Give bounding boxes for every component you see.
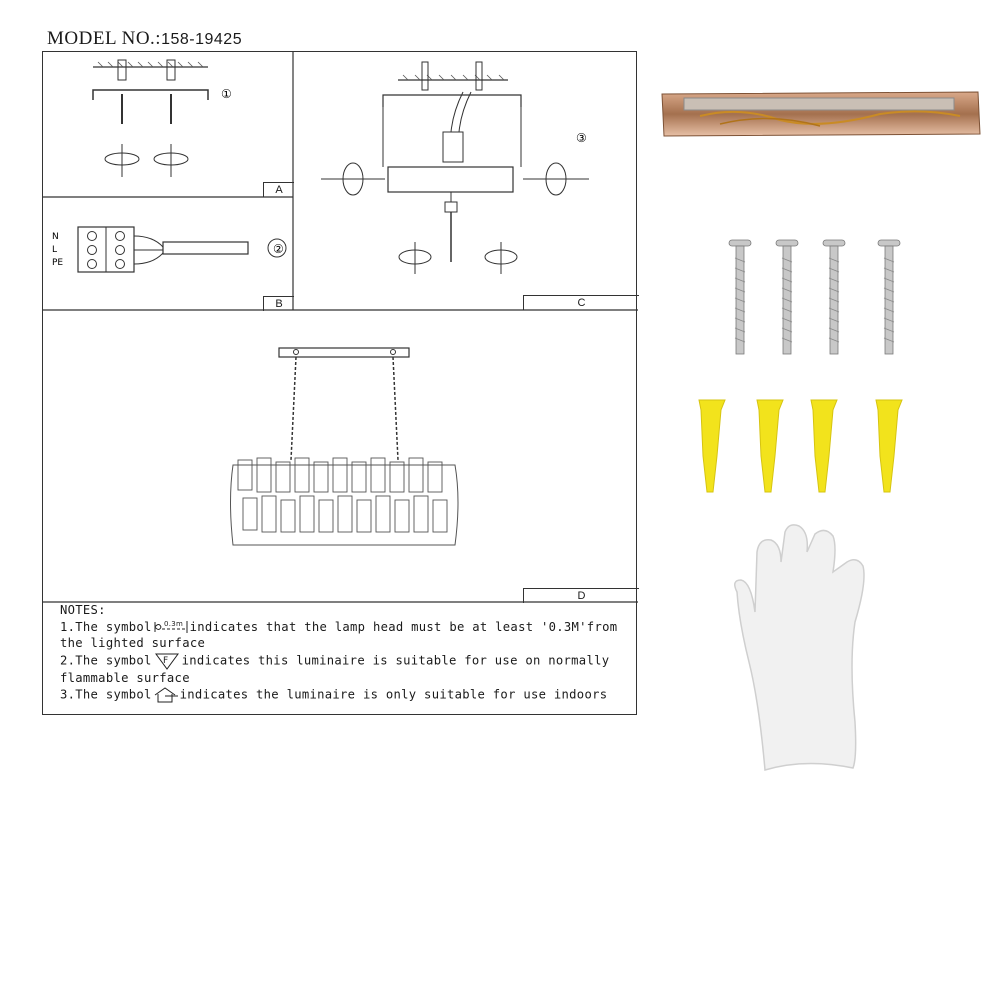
step-number: ② — [273, 242, 284, 256]
note-2-continuation: flammable surface — [60, 670, 190, 685]
flammable-symbol-label: F — [162, 655, 169, 666]
panel-tag: D — [523, 588, 639, 603]
distance-symbol-icon — [152, 619, 190, 635]
note-2-text: indicates this luminaire is suitable for use on normally — [181, 653, 610, 667]
model-number: 158-19425 — [161, 31, 243, 48]
mounting-bracket — [660, 86, 982, 138]
notes-heading: NOTES: — [60, 603, 106, 617]
note-1-continuation: the lighted surface — [60, 636, 206, 650]
panel-b — [43, 197, 293, 310]
wall-plugs-set — [695, 396, 910, 494]
note-1-prefix: 1.The symbol — [60, 619, 152, 634]
model-title — [47, 28, 242, 50]
white-glove — [725, 522, 890, 772]
distance-symbol-label: 0.3m — [163, 620, 183, 628]
terminal-label-pe: PE — [52, 258, 64, 268]
flammable-surface-icon — [152, 652, 182, 670]
panel-a — [43, 52, 293, 197]
note-2-prefix: 2.The symbol — [60, 653, 152, 667]
note-3-prefix: 3.The symbol — [60, 687, 152, 702]
chandelier-illustration — [43, 310, 638, 602]
panel-tag: B — [263, 296, 294, 311]
note-1 — [60, 619, 620, 636]
terminal-label-n: N — [52, 232, 59, 242]
panel-d — [43, 310, 638, 602]
note-3-text: indicates the luminaire is only suitable for use indoors — [179, 687, 608, 702]
panel-tag: A — [263, 182, 294, 197]
step-number: ③ — [576, 131, 587, 145]
ceiling-screws-diagram — [43, 52, 293, 197]
panel-tag: C — [523, 295, 639, 310]
panel-c — [293, 52, 638, 310]
canopy-mounting-diagram — [293, 52, 638, 310]
terminal-label-l: L — [52, 245, 58, 255]
wiring-terminal-diagram — [43, 197, 293, 310]
indoor-use-icon — [152, 686, 180, 704]
note-3 — [60, 686, 620, 704]
note-2 — [60, 652, 620, 670]
notes-section — [60, 602, 620, 704]
note-1-text: indicates that the lamp head must be at least '0.3M'from — [189, 619, 618, 634]
step-number: ① — [221, 87, 232, 101]
screws-set — [725, 238, 915, 358]
model-label: MODEL NO.: — [47, 28, 162, 49]
